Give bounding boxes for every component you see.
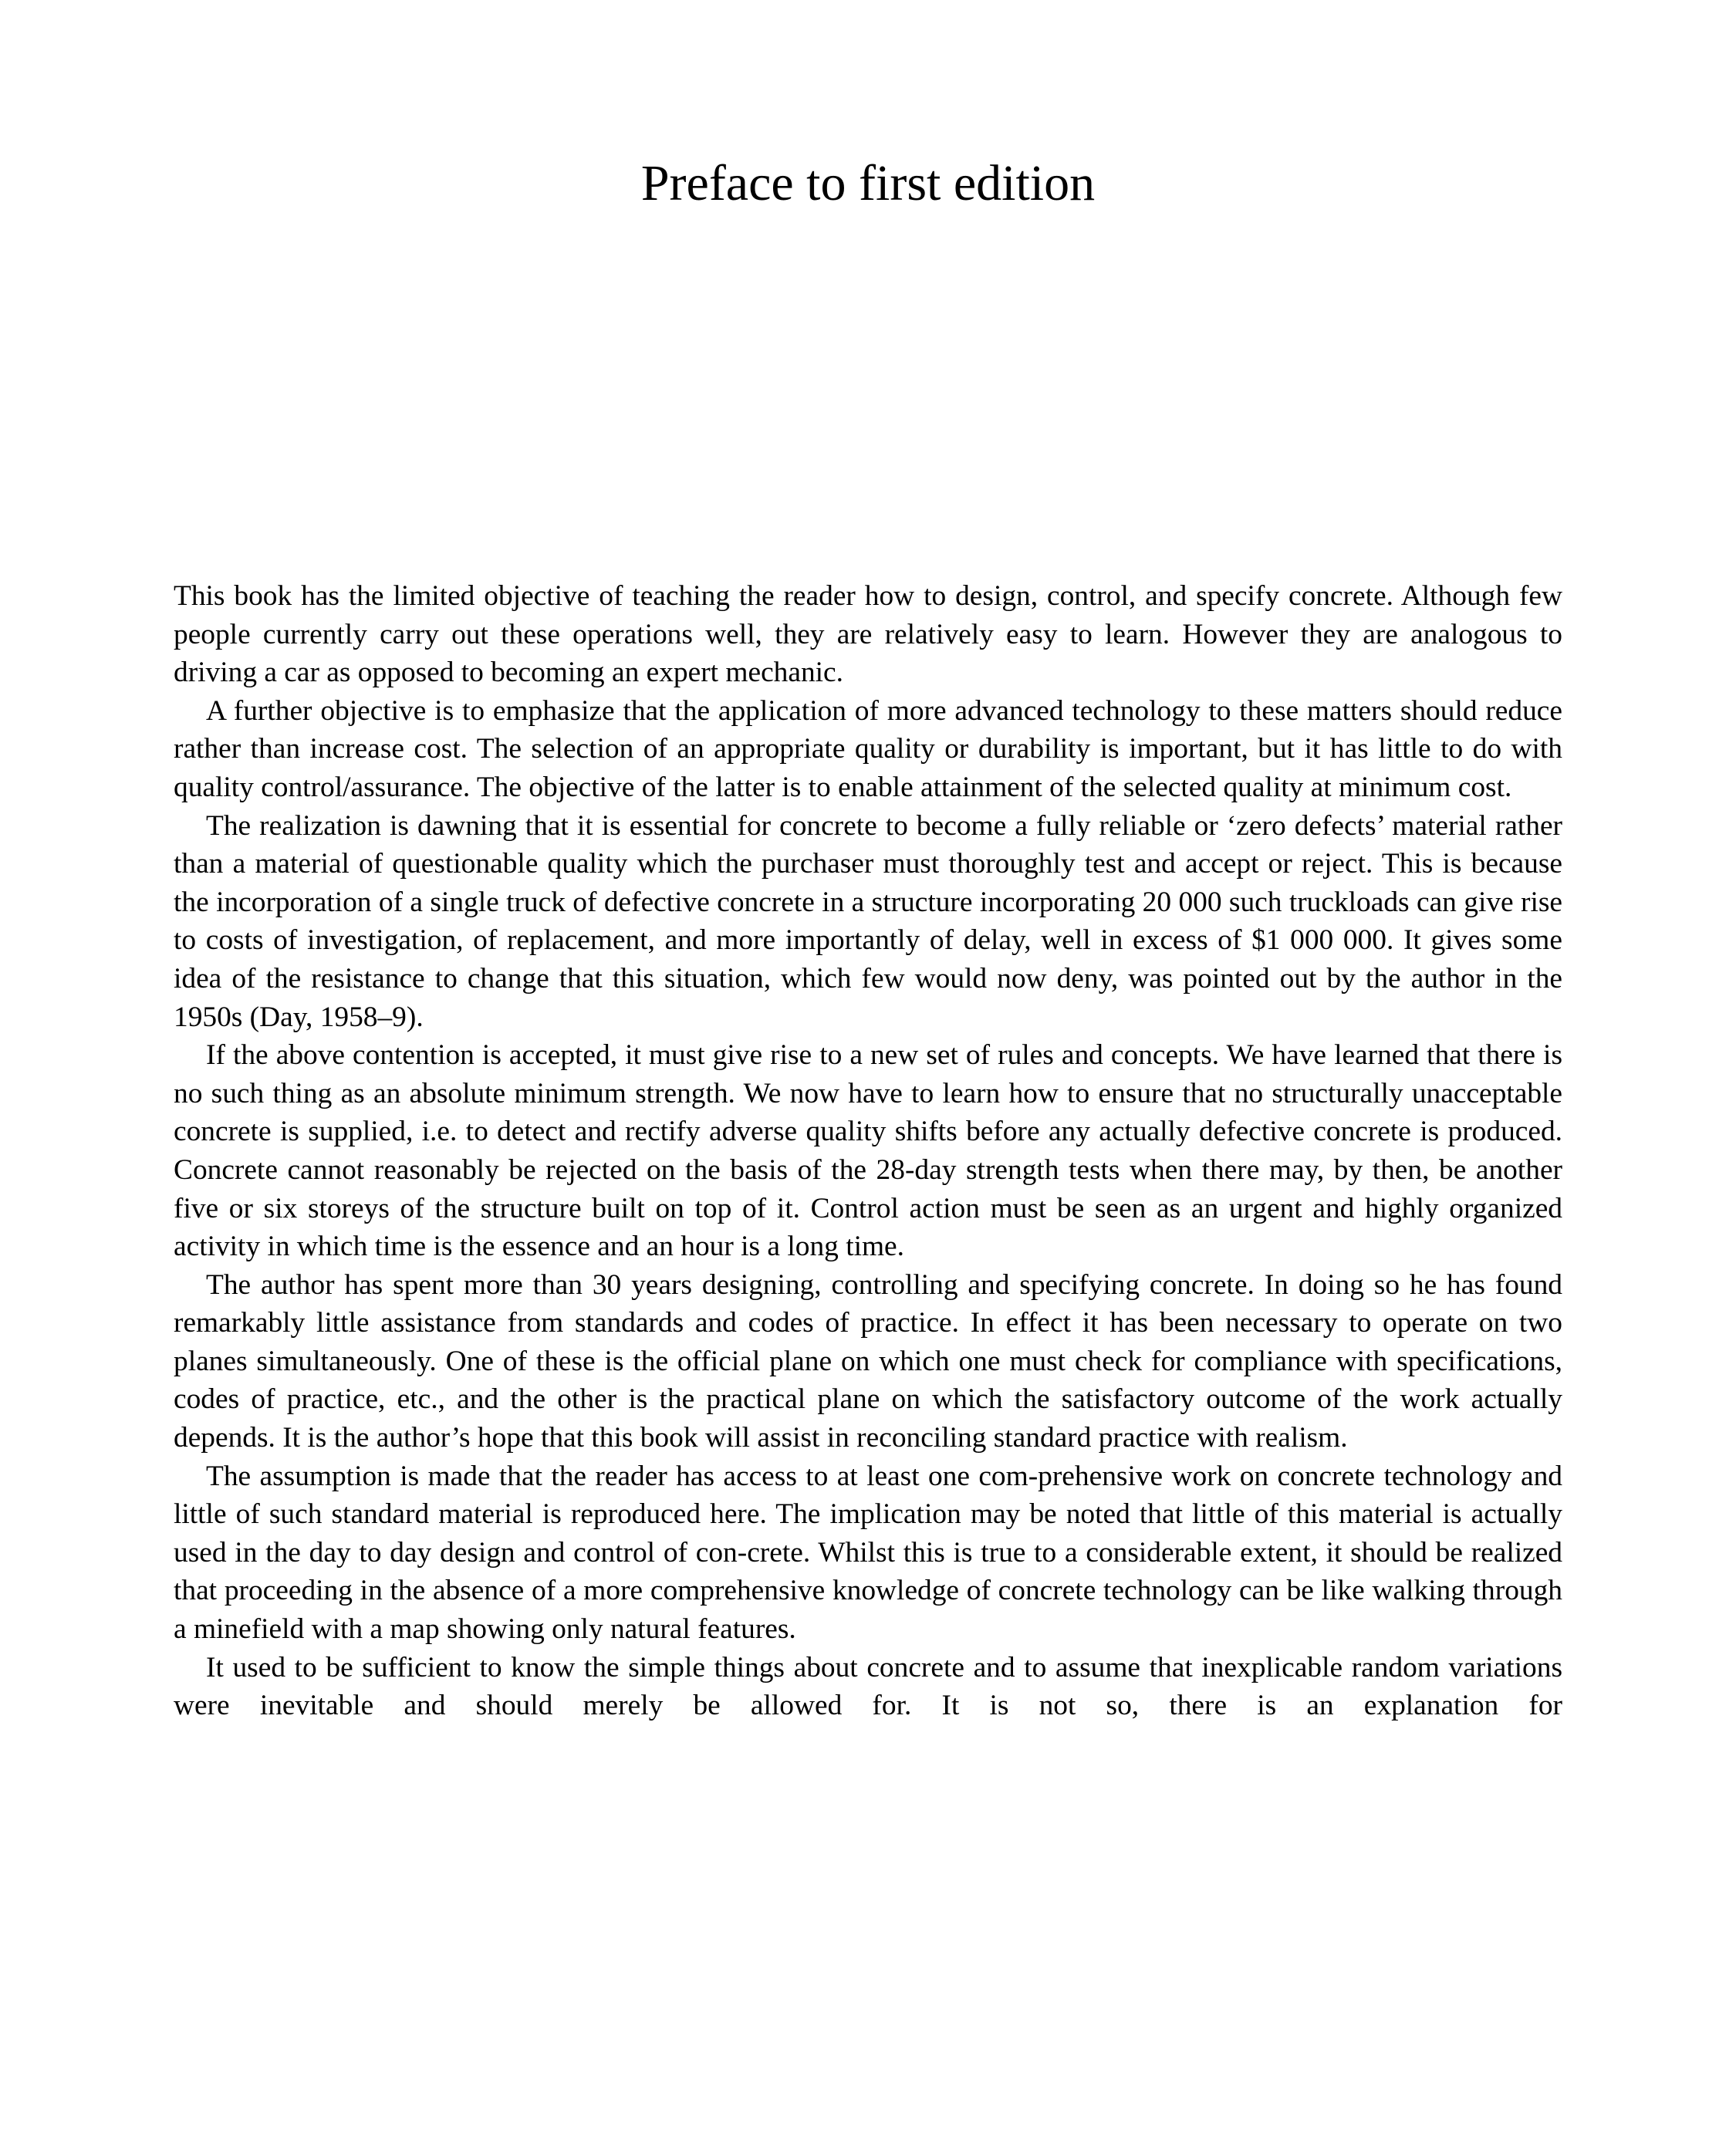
paragraph-4: If the above contention is accepted, it must give rise to a new set of rules and concepts. We have learned that there is no such thing as an absolute minimum strength. We now have to learn how to ensure that no structurally unacceptable concrete is supplied, i.e. to detect and rectify adverse quality shifts before any actually defective concrete is produced. Concrete cannot reasonably be rejected on the basis of the 28-day strength tests when there may, by then, be another five or six storeys of the structure built on top of it. Control action must be seen as an urgent and highly organized activity in which time is the essence and an hour is a long time. [174,1039,1562,1263]
paragraph-6: The assumption is made that the reader has access to at least one com-prehensive work on concrete technology and little of such standard material is reproduced here. The implication may be noted that little of this material is actually used in the day to day design and control of con-crete. Whilst this is true to a considerable extent, it should be realized that proceeding in the absence of a more comprehensive knowledge of concrete technology can be like walking through a minefield with a map showing only natural features. [174,1460,1562,1646]
paragraph-2: A further objective is to emphasize that the application of more advanced technology to these matters should reduce rather than increase cost. The selection of an appropriate quality or durability is important, but it has little to do with quality control/assurance. The objective of the latter is to enable attainment of the selected quality at minimum cost. [174,694,1562,803]
paragraph-1: This book has the limited objective of teaching the reader how to design, control, and specify concrete. Although few people currently carry out these operations well, they are relatively easy to learn. However they are analogous to driving a car as opposed to becoming an expert mechanic. [174,580,1562,689]
paragraph-7: It used to be sufficient to know the simple things about concrete and to assume that inexplicable random variations were inevitable and should merely be allowed for. It is not so, there is an explanation for [174,1651,1562,1722]
paragraph-5: The author has spent more than 30 years designing, controlling and specifying concrete. In doing so he has found remarkably little assistance from standards and codes of practice. In effect it has been necessary to operate on two planes simultaneously. One of these is the official plane on which one must check for compliance with specifications, codes of practice, etc., and the other is the practical plane on which the satisfactory outcome of the work actually depends. It is the author’s hope that this book will assist in reconciling standard practice with realism. [174,1268,1562,1454]
paragraph-3: The realization is dawning that it is essential for concrete to become a fully reliable or ‘zero defects’ material rather than a material of questionable quality which the purchaser must thoroughly test and accept or reject. This is because the incorporation of a single truck of defective concrete in a structure incorporating 20 000 such truckloads can give rise to costs of investigation, of replacement, and more importantly of delay, well in excess of $1 000 000. It gives some idea of the resistance to change that this situation, which few would now deny, was pointed out by the author in the 1950s (Day, 1958–9). [174,809,1562,1033]
page-title: Preface to first edition [640,155,1096,211]
preface-body [174,577,1562,1725]
